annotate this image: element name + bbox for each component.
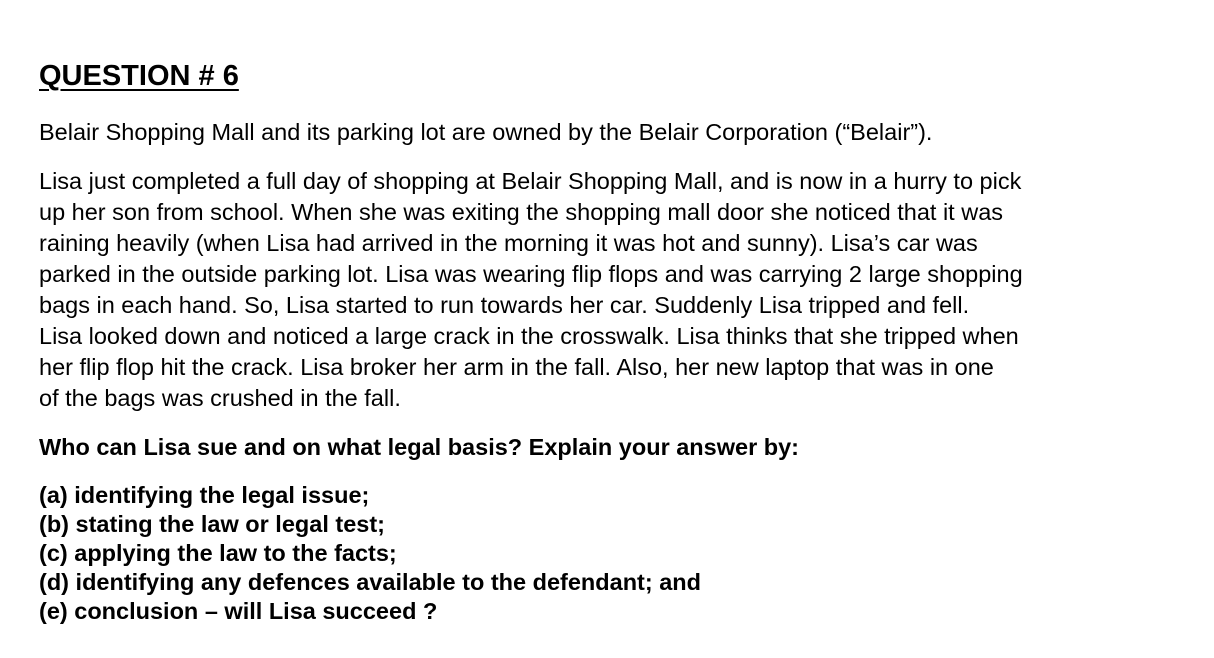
facts-line: parked in the outside parking lot. Lisa was wearing flip flops and was carrying 2 large shopping: [39, 261, 1023, 287]
intro-paragraph: Belair Shopping Mall and its parking lot are owned by the Belair Corporation (“Belair”).: [39, 119, 933, 145]
criteria-item-d: (d) identifying any defences available to the defendant; and: [39, 569, 702, 595]
question-heading: QUESTION # 6: [39, 60, 239, 92]
criteria-item-c: (c) applying the law to the facts;: [39, 540, 397, 566]
criteria-item-a: (a) identifying the legal issue;: [39, 482, 370, 508]
facts-paragraph: [39, 166, 1159, 414]
facts-line: up her son from school. When she was exiting the shopping mall door she noticed that it was: [39, 199, 1004, 225]
facts-line: raining heavily (when Lisa had arrived in the morning it was hot and sunny). Lisa’s car was: [39, 230, 978, 256]
question-prompt: Who can Lisa sue and on what legal basis? Explain your answer by:: [39, 434, 800, 460]
facts-line: her flip flop hit the crack. Lisa broker her arm in the fall. Also, her new laptop that was in one: [39, 354, 994, 380]
facts-line: Lisa just completed a full day of shopping at Belair Shopping Mall, and is now in a hurry to pick: [39, 168, 1022, 194]
criteria-item-b: (b) stating the law or legal test;: [39, 511, 386, 537]
document-body: [39, 58, 1159, 626]
facts-line: Lisa looked down and noticed a large crack in the crosswalk. Lisa thinks that she tripped when: [39, 323, 1019, 349]
facts-line: bags in each hand. So, Lisa started to run towards her car. Suddenly Lisa tripped and fell.: [39, 292, 970, 318]
facts-line: of the bags was crushed in the fall.: [39, 385, 401, 411]
answer-criteria-list: [39, 481, 1159, 626]
criteria-item-e: (e) conclusion – will Lisa succeed ?: [39, 598, 438, 624]
